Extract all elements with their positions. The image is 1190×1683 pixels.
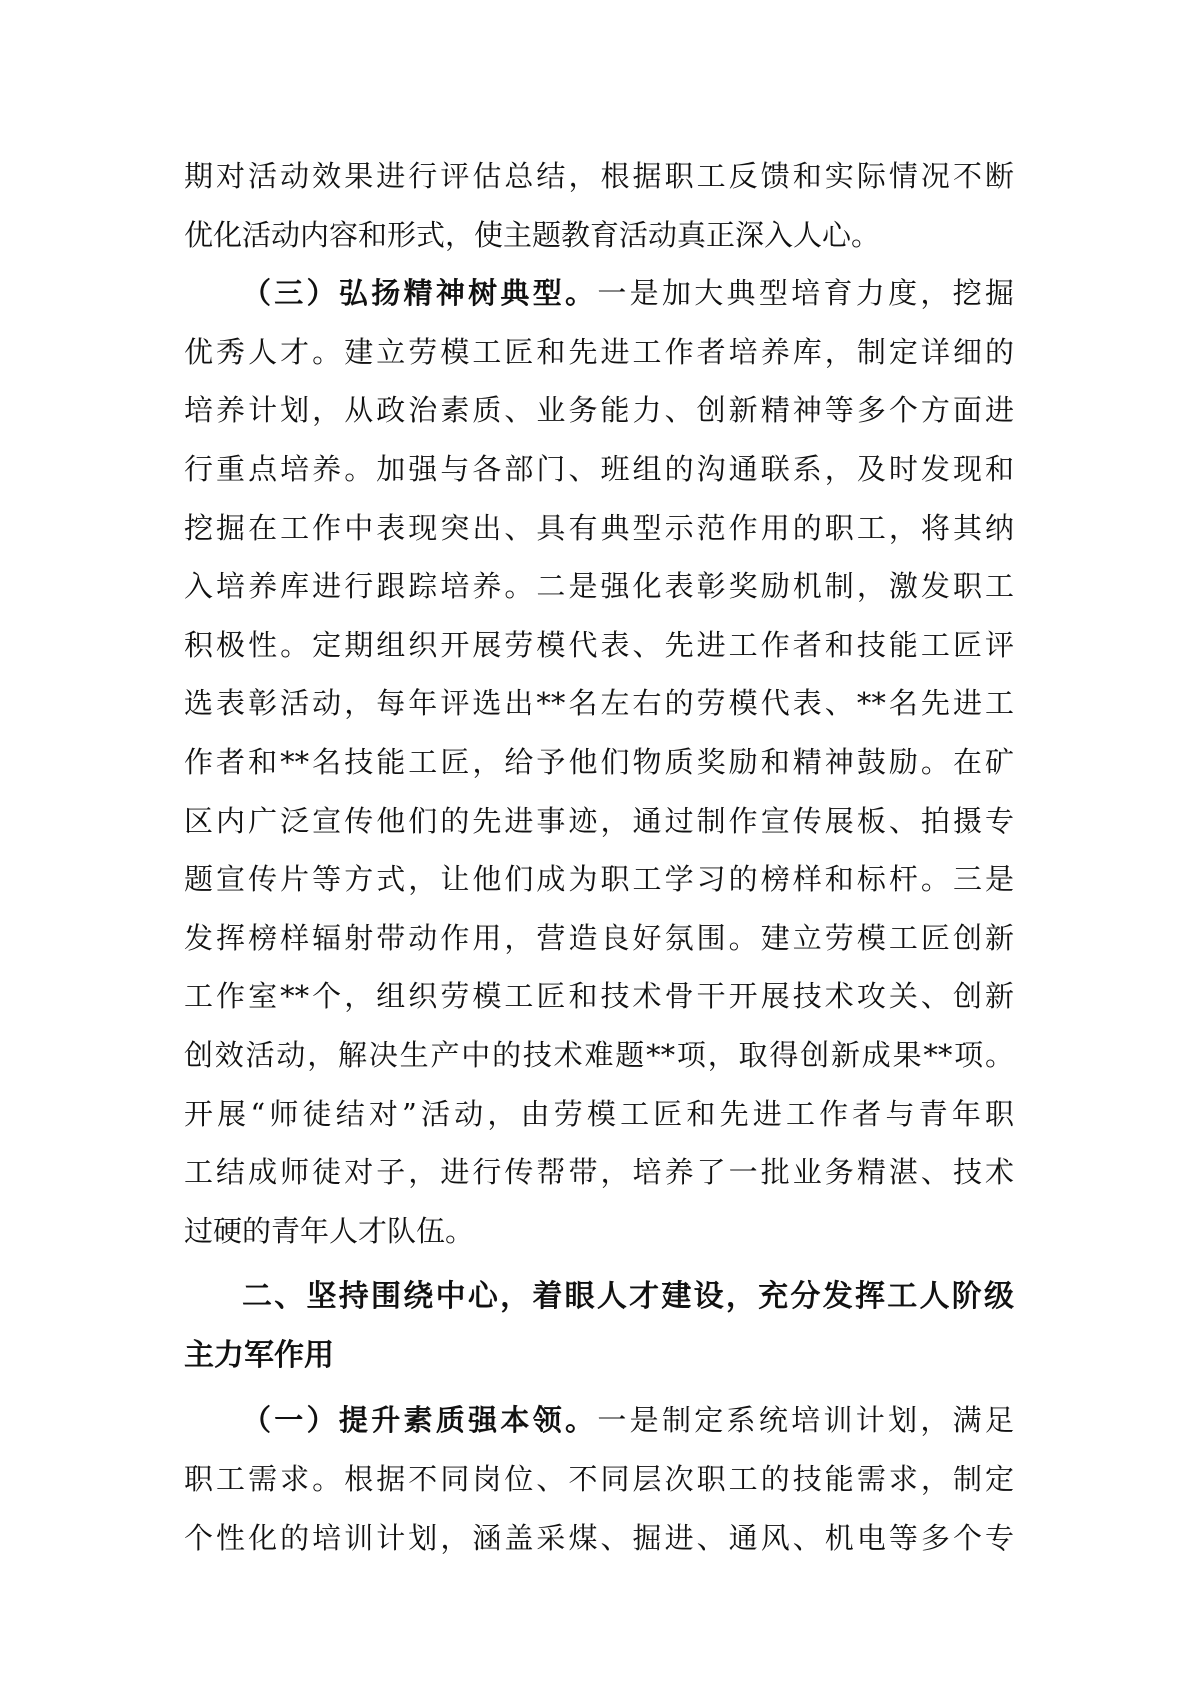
text-line: 工结成师徒对子，进行传帮带，培养了一批业务精湛、技术: [184, 1155, 1014, 1190]
text-line: 挖掘在工作中表现突出、具有典型示范作用的职工，将其纳: [184, 510, 1014, 545]
text-line: 职工需求。根据不同岗位、不同层次职工的技能需求，制定: [184, 1462, 1014, 1497]
text-line: 个性化的培训计划，涵盖采煤、掘进、通风、机电等多个专: [184, 1520, 1014, 1555]
text-line-first: [184, 1391, 1014, 1450]
text-line: 作者和**名技能工匠，给予他们物质奖励和精神鼓励。在矿: [184, 744, 1014, 779]
heading-line: 主力军作用: [184, 1337, 334, 1373]
text-line: 入培养库进行跟踪培养。二是强化表彰奖励机制，激发职工: [184, 569, 1014, 604]
text-line: 发挥榜样辐射带动作用，营造良好氛围。建立劳模工匠创新: [184, 920, 1014, 955]
paragraph-improve-quality: [184, 1391, 1014, 1567]
text-line: 行重点培养。加强与各部门、班组的沟通联系，及时发现和: [184, 451, 1014, 486]
text-line: 期对活动效果进行评估总结，根据职工反馈和实际情况不断: [184, 159, 1014, 193]
text-line-first: [184, 264, 1014, 323]
text-line: 区内广泛宣传他们的先进事迹，通过制作宣传展板、拍摄专: [184, 803, 1014, 838]
text-line: 优秀人才。建立劳模工匠和先进工作者培养库，制定详细的: [184, 334, 1014, 369]
section-heading: [184, 1268, 1014, 1385]
text-line: 开展“师徒结对”活动，由劳模工匠和先进工作者与青年职: [184, 1096, 1014, 1131]
text-line: 过硬的青年人才队伍。: [184, 1213, 475, 1248]
text-line: 积极性。定期组织开展劳模代表、先进工作者和技能工匠评: [184, 627, 1014, 662]
text-line: 培养计划，从政治素质、业务能力、创新精神等多个方面进: [184, 393, 1014, 428]
heading-line: 二、坚持围绕中心，着眼人才建设，充分发挥工人阶级: [242, 1279, 1014, 1315]
text-line: 工作室**个，组织劳模工匠和技术骨干开展技术攻关、创新: [184, 979, 1014, 1014]
paragraph-lead-title: （三）弘扬精神树典型。: [242, 276, 598, 311]
text-line: 创效活动，解决生产中的技术难题**项，取得创新成果**项。: [184, 1037, 1014, 1072]
text-line: 优化活动内容和形式，使主题教育活动真正深入人心。: [184, 217, 881, 252]
paragraph-lead-text: 一是加大典型培育力度，挖掘: [597, 276, 1014, 311]
text-line: 选表彰活动，每年评选出**名左右的劳模代表、**名先进工: [184, 686, 1014, 721]
text-line: 题宣传片等方式，让他们成为职工学习的榜样和标杆。三是: [184, 862, 1014, 897]
document-page: [184, 147, 1014, 1567]
paragraph-promote-spirit: [184, 264, 1014, 1260]
paragraph-lead-text: 一是制定系统培训计划，满足: [597, 1403, 1014, 1438]
paragraph-continuation: [184, 147, 1014, 264]
paragraph-lead-title: （一）提升素质强本领。: [242, 1403, 598, 1438]
